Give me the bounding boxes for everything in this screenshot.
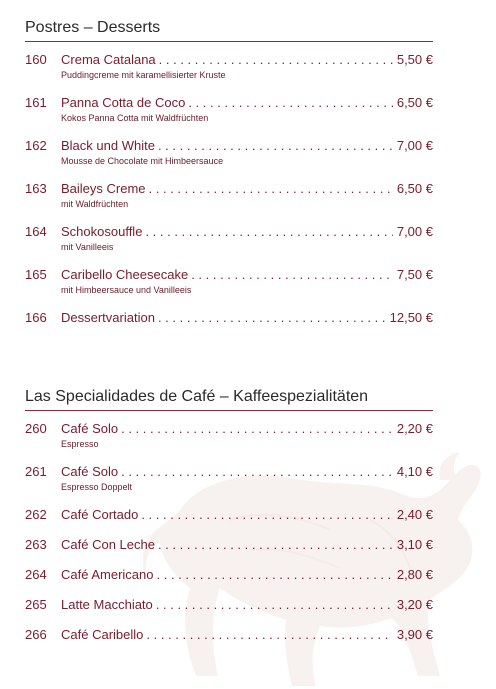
item-number: 263	[25, 537, 47, 552]
item-name: Caribello Cheesecake	[61, 267, 189, 282]
item-number: 262	[25, 507, 47, 522]
menu-item	[25, 95, 433, 138]
item-price: 5,50 €	[396, 52, 433, 67]
desserts-list	[25, 52, 433, 340]
menu-item	[25, 181, 433, 224]
menu-item	[25, 224, 433, 267]
item-name: Café Caribello	[61, 627, 144, 642]
item-price: 7,00 €	[396, 224, 433, 239]
dot-leader	[121, 464, 393, 480]
dot-leader	[141, 507, 393, 523]
item-name: Dessertvariation	[61, 310, 155, 325]
menu-item	[25, 537, 433, 567]
item-number: 160	[25, 52, 47, 67]
item-number: 162	[25, 138, 47, 153]
desserts-section	[25, 18, 433, 340]
item-price: 2,80 €	[396, 567, 433, 582]
dot-leader	[188, 95, 393, 111]
item-number: 161	[25, 95, 47, 110]
dot-leader	[146, 627, 392, 643]
item-number: 264	[25, 567, 47, 582]
dot-leader	[191, 267, 393, 283]
section-title: Postres – Desserts	[25, 18, 433, 42]
item-name: Schokosouffle	[61, 224, 143, 239]
item-price: 7,50 €	[396, 267, 433, 282]
item-number: 260	[25, 421, 47, 436]
dot-leader	[158, 310, 386, 326]
item-description: mit Vanilleeis	[61, 242, 114, 252]
dot-leader	[158, 138, 393, 154]
menu-item	[25, 507, 433, 537]
menu-item	[25, 464, 433, 507]
item-number: 265	[25, 597, 47, 612]
item-name: Panna Cotta de Coco	[61, 95, 186, 110]
menu-item	[25, 597, 433, 627]
item-price: 2,20 €	[396, 421, 433, 436]
dot-leader	[159, 52, 393, 68]
item-number: 166	[25, 310, 47, 325]
item-description: mit Himbeersauce und Vanilleeis	[61, 285, 192, 295]
item-description: Espresso	[61, 439, 99, 449]
menu-item	[25, 310, 433, 340]
menu-item	[25, 567, 433, 597]
item-name: Café Americano	[61, 567, 154, 582]
item-number: 163	[25, 181, 47, 196]
item-price: 6,50 €	[396, 181, 433, 196]
item-price: 2,40 €	[396, 507, 433, 522]
dot-leader	[156, 597, 393, 613]
item-price: 12,50 €	[389, 310, 433, 325]
item-name: Café Solo	[61, 421, 119, 436]
item-price: 3,20 €	[396, 597, 433, 612]
menu-item	[25, 138, 433, 181]
item-price: 3,10 €	[396, 537, 433, 552]
item-name: Café Solo	[61, 464, 119, 479]
item-price: 6,50 €	[396, 95, 433, 110]
menu-item	[25, 267, 433, 310]
menu-item	[25, 52, 433, 95]
item-description: Kokos Panna Cotta mit Waldfrüchten	[61, 113, 209, 123]
item-name: Black und White	[61, 138, 155, 153]
dot-leader	[157, 567, 393, 583]
dot-leader	[121, 421, 393, 437]
dot-leader	[158, 537, 393, 553]
item-price: 3,90 €	[396, 627, 433, 642]
item-description: Espresso Doppelt	[61, 482, 133, 492]
item-name: Latte Macchiato	[61, 597, 153, 612]
item-number: 261	[25, 464, 47, 479]
item-price: 7,00 €	[396, 138, 433, 153]
item-name: Baileys Creme	[61, 181, 146, 196]
coffee-section	[25, 387, 433, 657]
item-price: 4,10 €	[396, 464, 433, 479]
item-description: Puddingcreme mit karamellisierter Kruste	[61, 70, 226, 80]
item-name: Café Con Leche	[61, 537, 155, 552]
dot-leader	[149, 181, 393, 197]
item-name: Crema Catalana	[61, 52, 156, 67]
item-number: 165	[25, 267, 47, 282]
item-description: mit Waldfrüchten	[61, 199, 129, 209]
menu-item	[25, 627, 433, 657]
item-number: 164	[25, 224, 47, 239]
menu-item	[25, 421, 433, 464]
item-description: Mousse de Chocolate mit Himbeersauce	[61, 156, 224, 166]
item-name: Café Cortado	[61, 507, 139, 522]
section-title: Las Specialidades de Café – Kaffeespezialitäten	[25, 387, 433, 411]
dot-leader	[145, 224, 392, 240]
item-number: 266	[25, 627, 47, 642]
coffee-list	[25, 421, 433, 657]
